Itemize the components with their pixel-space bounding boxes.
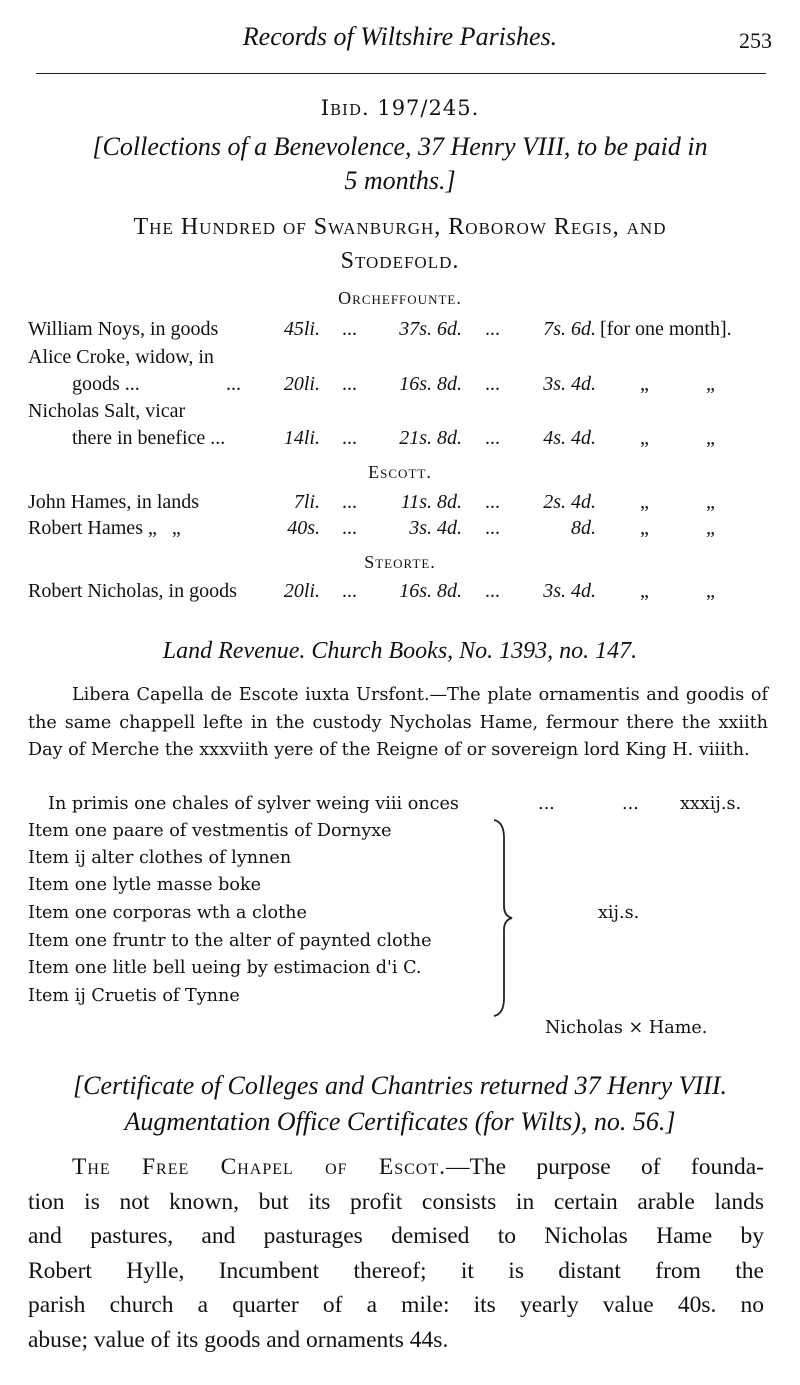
entry-name: William Noys, in goods xyxy=(28,318,219,340)
entry-leader: ... xyxy=(342,427,357,449)
hundred-heading xyxy=(0,210,800,278)
entry-name: Nicholas Salt, vicar xyxy=(28,400,186,422)
land-revenue-heading: Land Revenue. Church Books, No. 1393, no. 147. xyxy=(162,638,638,664)
ditto-mark: „ xyxy=(706,373,715,395)
entry-leader: ... xyxy=(485,318,500,340)
entry-leader: ... xyxy=(485,427,500,449)
paragraph-lead: The Free Chapel of Escot. xyxy=(72,1154,446,1180)
entry-amount: 16s. 8d. xyxy=(399,373,462,395)
paragraph-line xyxy=(28,1150,764,1185)
entry-name: Alice Croke, widow, in xyxy=(28,346,214,368)
entry-amount: 11s. 8d. xyxy=(400,491,462,513)
paragraph-text: —The purpose of founda- xyxy=(445,1154,764,1180)
entry-name: Robert Hames „ „ xyxy=(28,517,181,539)
entry-goods: 20li. xyxy=(283,373,320,395)
ditto-mark: „ xyxy=(706,517,715,539)
ditto-mark: „ xyxy=(706,427,715,449)
entry-note: [for one month]. xyxy=(600,318,732,340)
free-chapel-paragraph xyxy=(28,1150,764,1357)
ditto-mark: „ xyxy=(706,580,715,602)
collection-heading-line1: [Collections of a Benevolence, 37 Henry VIII, to be paid in xyxy=(92,132,708,161)
certificate-heading xyxy=(0,1068,800,1140)
entry-leader: ... xyxy=(342,517,357,539)
entry-amount: 21s. 8d. xyxy=(399,427,462,449)
entry-monthly: 3s. 4d. xyxy=(543,580,596,602)
inventory-item: Item one litle bell ueing by estimacion d'i C. xyxy=(28,958,422,978)
paragraph-line: tion is not known, but its profit consists in certain arable lands xyxy=(28,1188,764,1215)
entry-monthly: 7s. 6d. xyxy=(543,318,596,340)
ditto-mark: „ xyxy=(640,427,649,449)
paragraph-line: Robert Hylle, Incumbent thereof; it is distant from the xyxy=(28,1257,764,1284)
header-rule xyxy=(36,73,766,74)
place-heading: Orcheffounte. xyxy=(338,288,462,308)
entry-monthly: 8d. xyxy=(571,517,596,539)
entry-name-cont: there in benefice ... xyxy=(72,427,226,449)
ditto-mark: „ xyxy=(640,517,649,539)
collection-heading-line2: 5 months.] xyxy=(344,166,456,195)
inventory-leader: ... xyxy=(538,794,555,814)
entry-leader: ... xyxy=(485,373,500,395)
source-reference: Ibid. 197/245. xyxy=(320,96,480,120)
entry-goods: 7li. xyxy=(293,491,320,513)
entry-goods: 14li. xyxy=(283,427,320,449)
ditto-mark: „ xyxy=(640,491,649,513)
collection-heading xyxy=(0,130,800,198)
entry-monthly: 4s. 4d. xyxy=(543,427,596,449)
entry-monthly: 3s. 4d. xyxy=(543,373,596,395)
inventory-intro: Libera Capella de Escote iuxta Ursfont.—The plate ornamentis and goodis of the same chappell lefte in the custody Nycholas Hame, fermour there the xxiith Day of Merche the xxxviith yere of the Reigne of or sovereign lord King H. viiith. xyxy=(28,685,768,760)
place-heading: Escott. xyxy=(368,462,432,482)
entry-monthly: 2s. 4d. xyxy=(543,491,596,513)
entry-leader: ... xyxy=(485,491,500,513)
paragraph-line: and pastures, and pasturages demised to Nicholas Hame by xyxy=(28,1223,764,1249)
inventory-item: Item one corporas wth a clothe xyxy=(28,903,307,923)
entry-leader: ... xyxy=(485,517,500,539)
entry-goods: 45li. xyxy=(283,318,320,340)
hundred-heading-line1: The Hundred of Swanburgh, Roborow Regis, and xyxy=(133,214,667,240)
entry-leader: ... xyxy=(342,580,357,602)
entry-leader: ... xyxy=(485,580,500,602)
hundred-heading-line2: Stodefold. xyxy=(340,248,460,274)
entry-leader: ... xyxy=(342,318,357,340)
right-brace xyxy=(490,818,520,1018)
place-heading: Steorte. xyxy=(364,552,436,572)
entry-leader: ... xyxy=(226,373,241,395)
inventory-first-item: In primis one chales of sylver weing viii onces xyxy=(48,794,459,814)
entry-amount: 16s. 8d. xyxy=(399,580,462,602)
inventory-item: Item one lytle masse boke xyxy=(28,875,262,895)
inventory-items-value: xij.s. xyxy=(598,903,640,923)
entry-name-cont: goods ... xyxy=(72,373,140,395)
inventory-item: Item one fruntr to the alter of paynted clothe xyxy=(28,931,432,951)
signature: Nicholas × Hame. xyxy=(545,1018,708,1038)
entry-leader: ... xyxy=(342,491,357,513)
entry-amount: 3s. 4d. xyxy=(409,517,462,539)
page-number: 253 xyxy=(739,28,772,53)
inventory-leader: ... xyxy=(622,794,639,814)
entry-name: John Hames, in lands xyxy=(28,491,200,513)
paragraph-line: abuse; value of its goods and ornaments 44s. xyxy=(28,1326,449,1353)
inventory-item: Item one paare of vestmentis of Dornyxe xyxy=(28,821,392,841)
certificate-heading-line2: Augmentation Office Certificates (for Wilts), no. 56.] xyxy=(124,1107,676,1136)
inventory-item: Item ij Cruetis of Tynne xyxy=(28,986,240,1006)
ditto-mark: „ xyxy=(640,373,649,395)
inventory-first-item-value: xxxij.s. xyxy=(680,794,742,814)
running-title: Records of Wiltshire Parishes. xyxy=(242,22,558,51)
inventory-item: Item ij alter clothes of lynnen xyxy=(28,848,292,868)
certificate-heading-line1: [Certificate of Colleges and Chantries returned 37 Henry VIII. xyxy=(73,1071,727,1100)
ditto-mark: „ xyxy=(706,491,715,513)
entry-goods: 40s. xyxy=(287,517,320,539)
entry-name: Robert Nicholas, in goods xyxy=(28,580,237,602)
entry-goods: 20li. xyxy=(283,580,320,602)
entry-amount: 37s. 6d. xyxy=(399,318,462,340)
ditto-mark: „ xyxy=(640,580,649,602)
entry-leader: ... xyxy=(342,373,357,395)
paragraph-line: parish church a quarter of a mile: its yearly value 40s. no xyxy=(28,1292,764,1318)
